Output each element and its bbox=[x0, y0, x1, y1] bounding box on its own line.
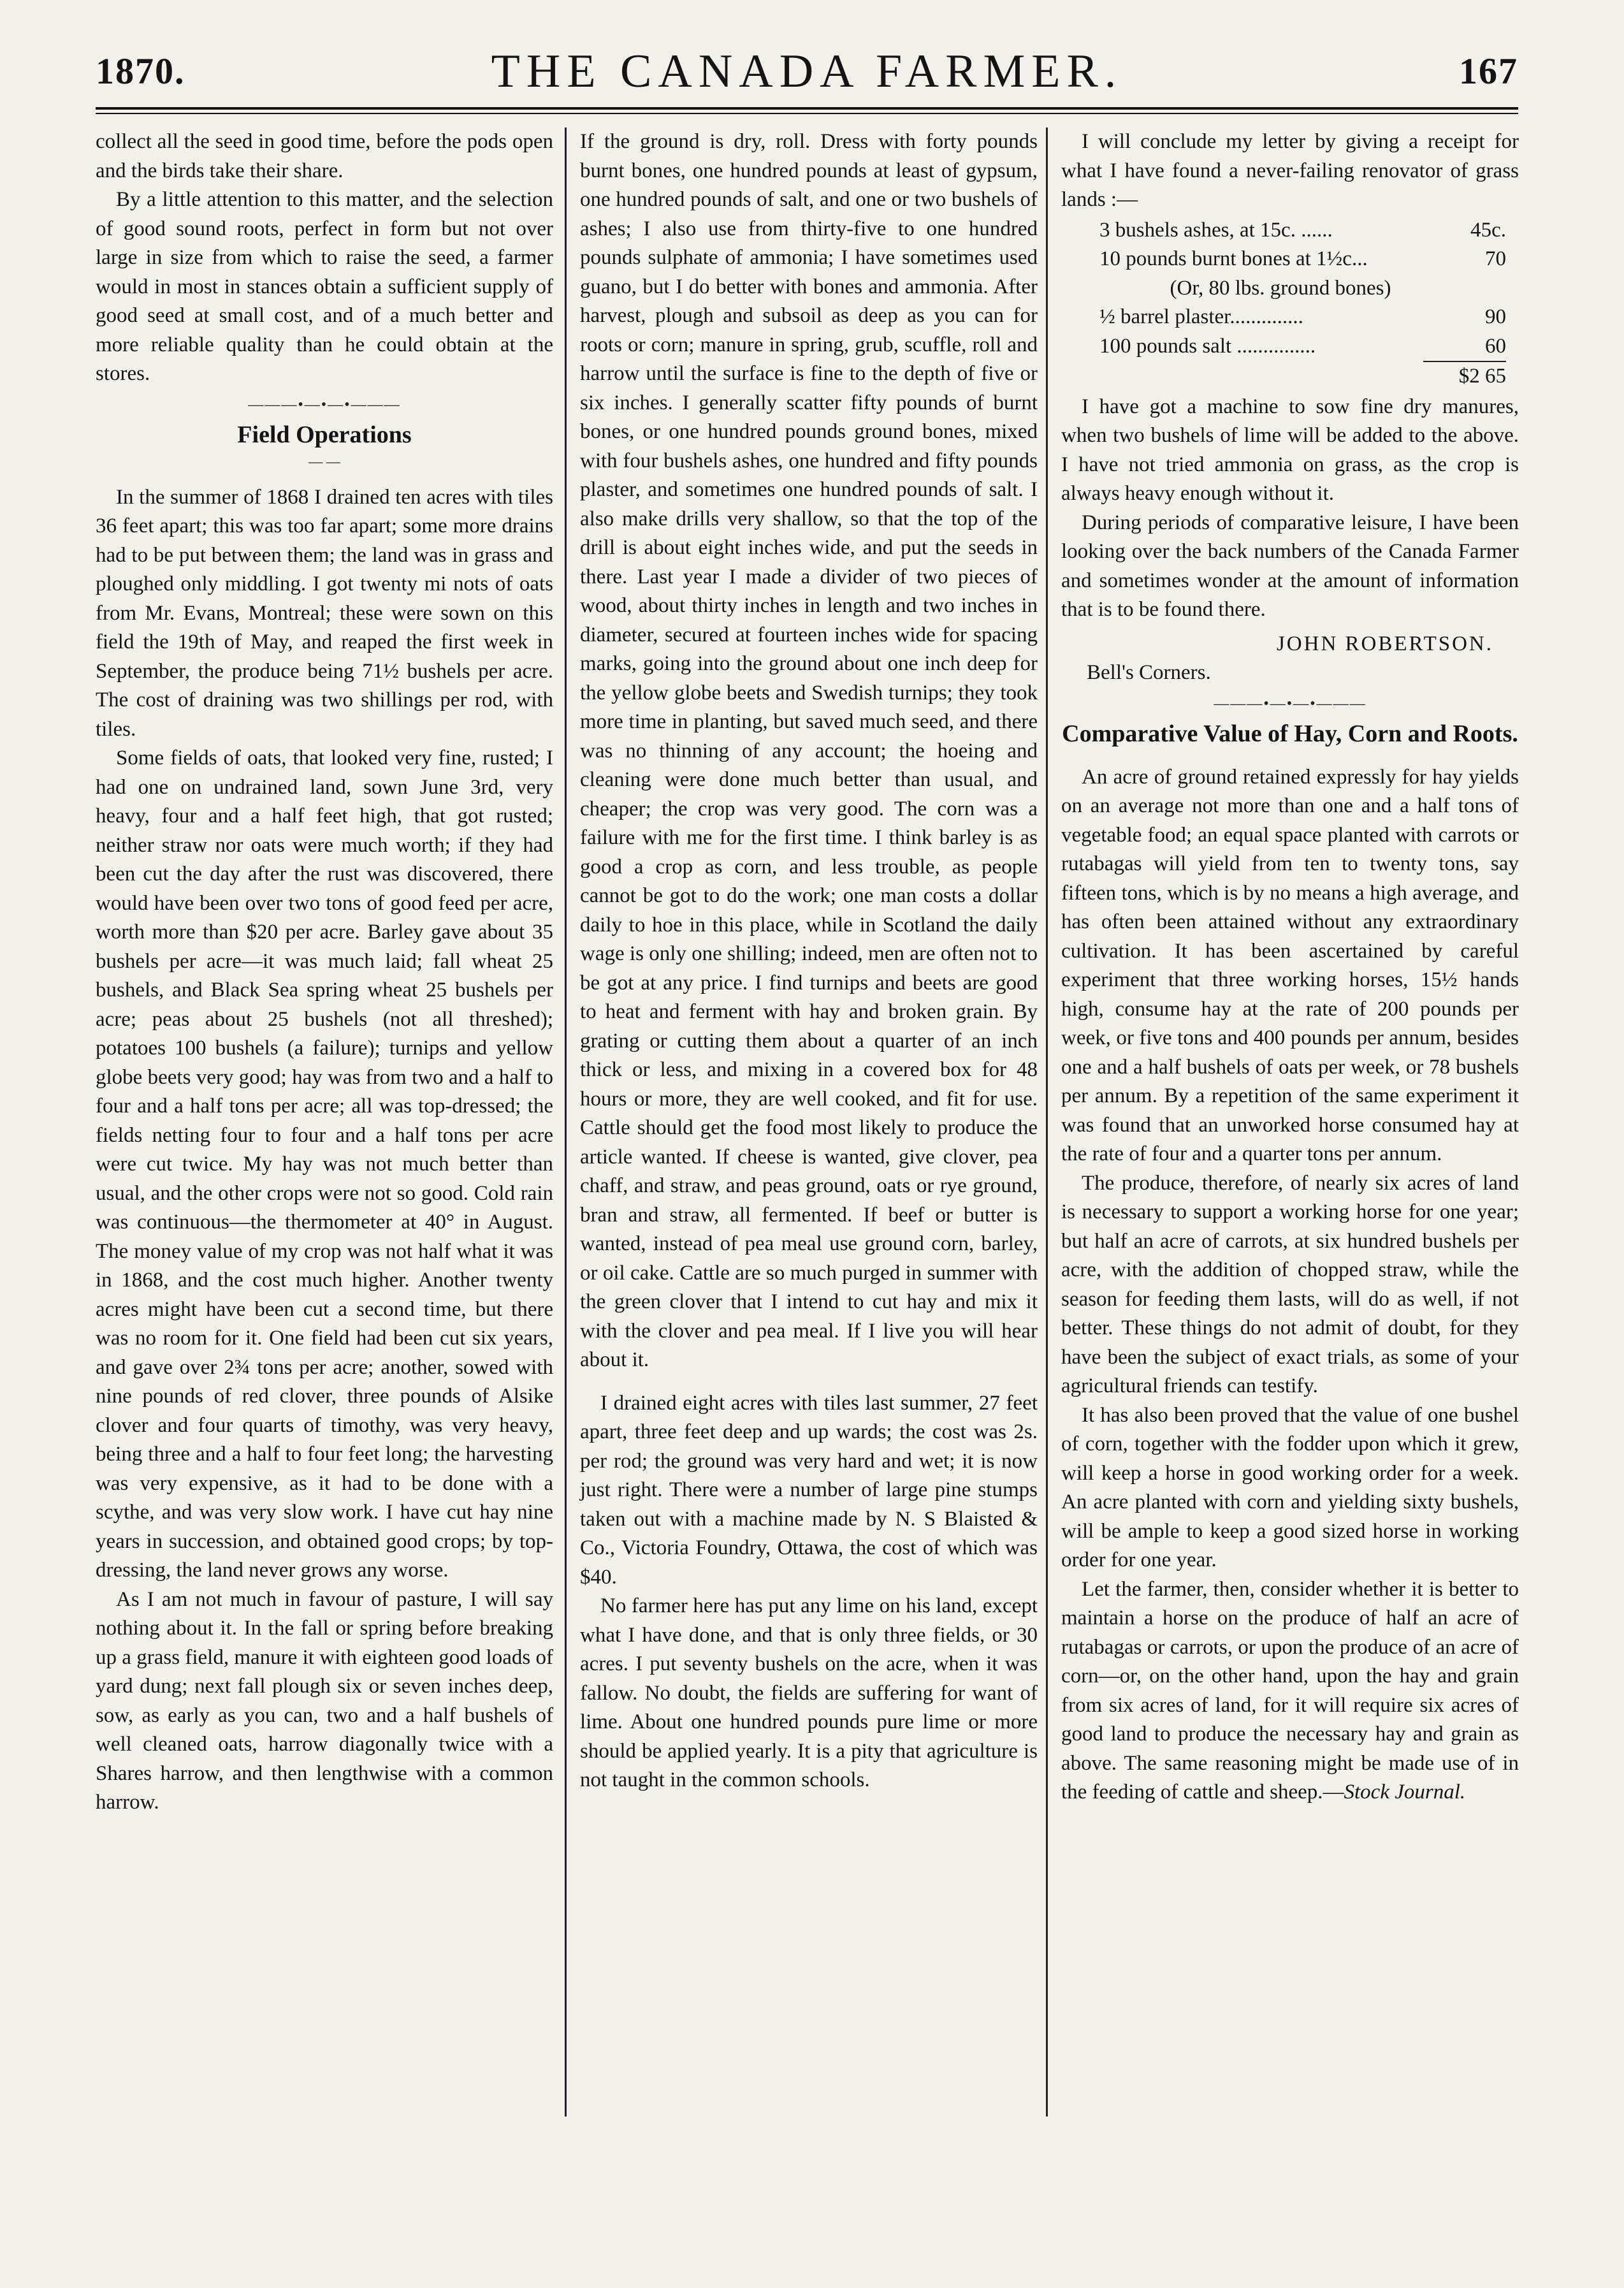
paragraph: In the summer of 1868 I drained ten acres with tiles 36 feet apart; this was too far apart; some more drains had to be put between them; the land was in grass and ploughed only middling. I got twenty mi nots of oats from Mr. Evans, Montreal; these were sown on this field the 19th of May, and reaped the first week in September, the produce being 71½ bushels per acre. The cost of draining was two shillings per rod, with tiles. bbox=[96, 485, 553, 741]
receipt-amount: 70 bbox=[1485, 247, 1506, 270]
masthead-rule-thin bbox=[96, 113, 1518, 114]
paragraph: I drained eight acres with tiles last summer, 27 feet apart, three feet deep and up wards; the cost was 2s. per rod; the ground was very hard and wet; it is now just right. There were a number of large pine stumps taken out with a machine made by N. S Blaisted & Co., Victoria Foundry, Ottawa, the cost of which was $40. bbox=[580, 1391, 1038, 1589]
column-3 bbox=[1061, 128, 1519, 1807]
paragraph: As I am not much in favour of pasture, I will say nothing about it. In the fall or spring before breaking up a grass field, manure it with eighteen good loads of yard dung; next fall plough six or seven inches deep, sow, as early as you can, two and a half bushels of well cleaned oats, harrow diagonally twice with a Shares harrow, and then lengthwise with a common harrow. bbox=[96, 1587, 553, 1814]
receipt-line bbox=[1061, 216, 1519, 245]
page-number: 167 bbox=[1459, 50, 1518, 92]
paragraph: I have got a machine to sow fine dry manures, when two bushels of lime will be added to the above. I have not tried ammonia on grass, as the crop is always heavy enough without it. bbox=[1061, 395, 1519, 505]
section-heading-field-operations: Field Operations bbox=[237, 421, 412, 448]
paragraph: No farmer here has put any lime on his land, except what I have done, and that is only three fields, or 30 acres. I put seventy bushels on the acre, when it was fallow. No doubt, the fields are suffering for want of lime. About one hundred pounds pure lime or more should be applied yearly. It is a pity that agriculture is not taught in the common schools. bbox=[580, 1594, 1038, 1791]
receipt-item: (Or, 80 lbs. ground bones) bbox=[1170, 276, 1391, 300]
author-location: Bell's Corners. bbox=[1087, 661, 1211, 684]
column-divider bbox=[565, 128, 567, 2117]
masthead-rule bbox=[96, 107, 1518, 110]
receipt-amount: 45c. bbox=[1470, 218, 1506, 242]
receipt-item: 100 pounds salt ............... bbox=[1099, 334, 1316, 358]
receipt-item: ½ barrel plaster.............. bbox=[1099, 305, 1303, 328]
column-1 bbox=[96, 128, 553, 1818]
source-credit: Stock Journal. bbox=[1344, 1781, 1466, 1803]
column-2 bbox=[580, 128, 1038, 1795]
paragraph: If the ground is dry, roll. Dress with forty pounds burnt bones, one hundred pounds at least of gypsum, one hundred pounds of salt, and one or two bushels of ashes; I also use from thirty-five to one hundred pounds sulphate of ammonia; I have sometimes used guano, but I do better with bones and ammonia. After harvest, plough and subsoil as deep as you can for roots or corn; manure in spring, grub, scuffle, roll and harrow until the surface is fine to the depth of five or six inches. I generally scatter fifty pounds of burnt bones, or one hundred pounds ground bones, mixed with four bushels ashes, one hundred and fifty pounds plaster, and sometimes one hundred pounds of salt. I also make drills very shallow, so that the top of the drill is about eight inches wide, and put the seeds in there. Last year I made a divider of two pieces of wood, about thirty inches in length and two inches in diameter, secured at fourteen inches wide for spacing marks, going into the ground about one inch deep for the yellow globe beets and Swedish turnips; they took more time in planting, but saved much seed, and there was no thinning of any account; the hoeing and cleaning were done much better than usual, and cheaper; the crop was very good. The corn was a failure with me for the first time. I think barley is as good a crop as corn, and less trouble, as people cannot be got to do the work; one man costs a dollar daily to hoe in this place, while in Scotland the daily wage is only one shilling; indeed, men are often not to be got at any price. I find turnips and beets are good to heat and ferment with hay and broken grain. By grating or cutting them about a quarter of an inch thick or less, and mixing in a covered box for 48 hours or more, they are well cooked, and fit for use. Cattle should get the food most likely to produce the article wanted. If cheese is wanted, give clover, pea chaff, and straw, and peas ground, oats or rye ground, bran and straw, all fermented. If beef or butter is wanted, instead of pea meal use ground corn, barley, or oil cake. Cattle are so much purged in summer with the green clover that I intend to cut hay and mix it with the clover and pea meal. If I live you will hear about it. bbox=[580, 130, 1038, 1371]
paragraph-text: Let the farmer, then, consider whether it is better to maintain a horse on the produce of half an acre of rutabagas or carrots, or upon the produce of an acre of corn—or, on the other hand, upon the hay and grain from six acres of land, for it will require six acres of good land to produce the necessary hay and grain as above. The same reasoning might be made use of in the feeding of cattle and sheep.— bbox=[1061, 1577, 1519, 1803]
paragraph: The produce, therefore, of nearly six acres of land is necessary to support a working horse for one year; but half an acre of carrots, at six hundred bushels per acre, with the addition of chopped straw, while the season for feeding them lasts, will do as well, if not better. These things do not admit of doubt, for they have been the subject of exact trials, as some of your agricultural friends can testify. bbox=[1061, 1171, 1519, 1397]
column-divider bbox=[1046, 128, 1048, 2117]
paragraph: I will conclude my letter by giving a receipt for what I have found a never-failing renovator of grass lands :— bbox=[1061, 130, 1519, 211]
renovator-receipt bbox=[1061, 216, 1519, 391]
paragraph bbox=[1061, 1575, 1519, 1807]
receipt-line bbox=[1061, 274, 1519, 303]
paragraph: collect all the seed in good time, before the pods open and the birds take their share. bbox=[96, 130, 553, 182]
heading-dash: — — bbox=[308, 453, 340, 469]
paragraph: Some fields of oats, that looked very fine, rusted; I had one on undrained land, sown June 3rd, very heavy, four and a half feet high, that got rusted; neither straw nor oats were much worth; if they had been cut the day after the rust was discovered, there would have been over two tons of good feed per acre, worth more than $20 per acre. Barley gave about 35 bushels per acre—it was much laid; fall wheat 25 bushels, and Black Sea spring wheat 25 bushels per acre; peas about 25 bushels (not all threshed); potatoes 100 bushels (a failure); turnips and yellow globe beets very good; hay was from two and a half to four and a half tons per acre; all was top-dressed; the fields netting four to four and a half tons per acre were cut twice. My hay was not much better than usual, and the other crops were not so good. Cold rain was continuous—the thermometer at 40° in August. The money value of my crop was not half what it was in 1868, and the cost much higher. Another twenty acres might have been cut a second time, but there was no room for it. One field had been cut six years, and gave over 2¾ tons per acre; another, sowed with nine pounds of red clover, three pounds of Alsike clover and four quarts of timothy, was very heavy, being three and a half to four feet long; the harvesting was very expensive, as it had to be done with a scythe, and was very slow work. I have cut hay nine years in succession, and obtained good crops; by top-dressing, the land never grows any worse. bbox=[96, 747, 553, 1582]
receipt-item: 10 pounds burnt bones at 1½c... bbox=[1099, 247, 1368, 270]
receipt-item: 3 bushels ashes, at 15c. ...... bbox=[1099, 218, 1333, 242]
newspaper-title: THE CANADA FARMER. bbox=[491, 45, 1123, 98]
receipt-line bbox=[1061, 303, 1519, 332]
issue-year: 1870. bbox=[96, 50, 185, 92]
paragraph: During periods of comparative leisure, I have been looking over the back numbers of the Canada Farmer and sometimes wonder at the amount of information that is to be found there. bbox=[1061, 511, 1519, 621]
section-ornament: ———•—•—•——— bbox=[248, 396, 401, 413]
section-ornament: ———•—•—•——— bbox=[1214, 695, 1367, 712]
paragraph: By a little attention to this matter, and the selection of good sound roots, perfect in form but not over large in size from which to raise the seed, a farmer would in most in stances obtain a sufficient supply of good seed at small cost, and of a much better and more reliable quality than he could obtain at the stores. bbox=[96, 188, 553, 385]
paragraph: It has also been proved that the value of one bushel of corn, together with the fodder upon which it grew, will keep a horse in good working order for a week. An acre planted with corn and yielding sixty bushels, will be ample to keep a good sized horse in working order for one year. bbox=[1061, 1403, 1519, 1571]
receipt-amount: 90 bbox=[1485, 305, 1506, 328]
receipt-amount bbox=[1436, 274, 1506, 303]
receipt-line bbox=[1061, 245, 1519, 274]
receipt-line bbox=[1061, 332, 1519, 361]
section-heading-hay-corn-roots: Comparative Value of Hay, Corn and Roots. bbox=[1062, 720, 1518, 747]
receipt-amount: 60 bbox=[1485, 334, 1506, 358]
receipt-total: $2 65 bbox=[1458, 365, 1506, 388]
author-signature: JOHN ROBERTSON. bbox=[1276, 632, 1493, 655]
paragraph: An acre of ground retained expressly for hay yields on an average not more than one and a half tons of vegetable food; an equal space planted with carrots or rutabagas will yield from ten to twenty tons, say fifteen tons, which is by no means a high average, and has often been attained without any extraordinary cultivation. It has been ascertained by careful experiment that three working horses, 15½ hands high, consume hay at the rate of 200 pounds per week, or five tons and 400 pounds per annum, besides one and a half bushels of oats per week, or 78 bushels per annum. By a repetition of the same experiment it was found that an unworked horse consumed hay at the rate of four and a quarter tons per annum. bbox=[1061, 765, 1519, 1165]
masthead bbox=[96, 45, 1518, 108]
